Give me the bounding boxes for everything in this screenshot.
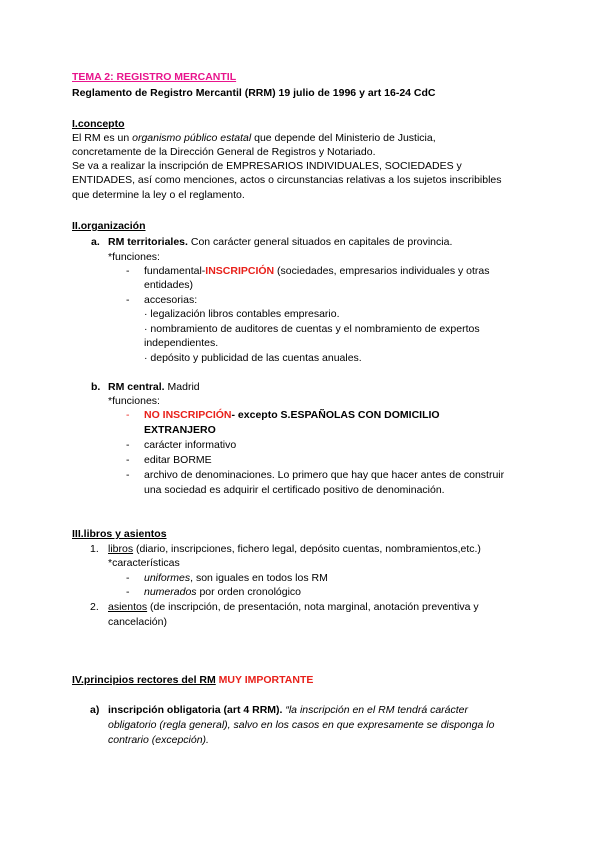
section-heading-principios: IV.principios rectores del RM MUY IMPORTANTE [72, 674, 314, 686]
concepto-line-1: El RM es un organismo público estatal que depende del Ministerio de Justicia, [72, 132, 436, 144]
funcion-fundamental: fundamental-INSCRIPCIÓN (sociedades, empresarios individuales y otras [144, 265, 490, 277]
section-heading-concepto: I.concepto [72, 118, 125, 130]
list-marker-2: 2. [90, 601, 99, 613]
concepto-line-5: que determine la ley o el reglamento. [72, 189, 245, 201]
dash-bullet: - [126, 469, 130, 481]
funcion-borme: editar BORME [144, 454, 212, 466]
funcion-informativo: carácter informativo [144, 439, 237, 451]
funcion-archivo-cont: una sociedad es adquirir el certificado positivo de denominación. [144, 484, 445, 496]
funcion-archivo: archivo de denominaciones. Lo primero que hay que hacer antes de construir [144, 469, 505, 481]
funciones-label-a: *funciones: [108, 251, 160, 263]
asientos-line: asientos (de inscripción, de presentación, nota marginal, anotación preventiva y [108, 601, 479, 613]
libros-line: libros (diario, inscripciones, fichero legal, depósito cuentas, nombramientos,etc.) [108, 543, 481, 555]
section-heading-organizacion: II.organización [72, 220, 146, 232]
inscripcion-obligatoria-line: inscripción obligatoria (art 4 RRM). “la inscripción en el RM tendrá carácter [108, 704, 469, 716]
dash-bullet: - [126, 454, 130, 466]
dash-bullet: - [126, 439, 130, 451]
accesoria-2: · nombramiento de auditores de cuentas y el nombramiento de expertos [144, 323, 480, 335]
inscripcion-obligatoria-cont-1: obligatorio (regla general), salvo en los casos en que expresamente se disponga lo [108, 719, 495, 731]
funcion-fundamental-cont: entidades) [144, 279, 194, 291]
no-inscripcion-line: NO INSCRIPCIÓN- excepto S.ESPAÑOLAS CON DOMICILIO [144, 409, 440, 421]
dash-bullet: - [126, 265, 130, 277]
dash-bullet: - [126, 572, 130, 584]
doc-subtitle: Reglamento de Registro Mercantil (RRM) 19 julio de 1996 y art 16-24 CdC [72, 87, 436, 99]
rm-central-line: RM central. Madrid [108, 381, 200, 393]
rm-territoriales-line: RM territoriales. Con carácter general situados en capitales de provincia. [108, 236, 453, 248]
caracteristica-numerados: numerados por orden cronológico [144, 586, 302, 598]
accesoria-2-cont: independientes. [144, 337, 219, 349]
funciones-label-b: *funciones: [108, 395, 160, 407]
inscripcion-obligatoria-cont-2: contrario (excepción). [108, 734, 209, 746]
list-marker-b: b. [91, 381, 101, 393]
dash-bullet: - [126, 586, 130, 598]
list-marker-1: 1. [90, 543, 99, 555]
list-marker-a: a. [91, 236, 100, 248]
caracteristica-uniformes: uniformes, son iguales en todos los RM [144, 572, 328, 584]
doc-title: TEMA 2: REGISTRO MERCANTIL [72, 71, 237, 83]
concepto-line-4: ENTIDADES, así como menciones, actos o circunstancias relativas a los sujetos inscribibles [72, 174, 502, 186]
section-heading-libros: III.libros y asientos [72, 528, 167, 540]
asientos-line-cont: cancelación) [108, 616, 167, 628]
concepto-line-3: Se va a realizar la inscripción de EMPRESARIOS INDIVIDUALES, SOCIEDADES y [72, 160, 462, 172]
accesoria-3: · depósito y publicidad de las cuentas anuales. [144, 352, 362, 364]
concepto-line-2: concretamente de la Dirección General de Registros y Notariado. [72, 146, 376, 158]
no-inscripcion-cont: EXTRANJERO [144, 424, 216, 436]
accesoria-1: · legalización libros contables empresario. [144, 308, 340, 320]
caracteristicas-label: *características [108, 557, 180, 569]
dash-bullet: - [126, 294, 130, 306]
dash-bullet: - [126, 409, 130, 421]
list-marker-a-paren: a) [90, 704, 100, 716]
funcion-accesorias: accesorias: [144, 294, 198, 306]
